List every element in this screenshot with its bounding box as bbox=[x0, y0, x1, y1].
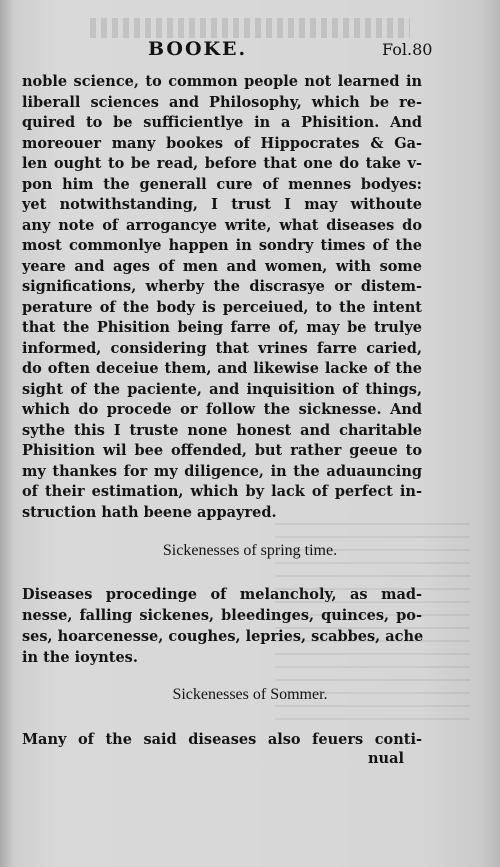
running-head bbox=[0, 38, 500, 68]
text-line: len ought to be read, before that one do take v- bbox=[22, 155, 422, 172]
text-line: yet notwithstanding, I trust I may withoute bbox=[22, 196, 422, 213]
text-line: of their estimation, which by lack of perfect in- bbox=[22, 483, 422, 500]
main-paragraph bbox=[22, 72, 422, 523]
text-line: struction hath beene appayred. bbox=[22, 503, 277, 521]
text-line: quired to be sufficientlye in a Phisition. And bbox=[22, 114, 422, 131]
show-through-text bbox=[90, 18, 410, 38]
text-line: Diseases procedinge of melancholy, as mad- bbox=[22, 586, 422, 603]
text-line: perature of the body is perceiued, to the intent bbox=[22, 298, 422, 316]
text-line: Phisition wil bee offended, but rather geeue to bbox=[22, 442, 422, 459]
text-line: noble science, to common people not learned in bbox=[22, 73, 422, 90]
text-line: yeare and ages of men and women, with some bbox=[22, 257, 422, 275]
text-line: ses, hoarcenesse, coughes, lepries, scabbes, ache bbox=[22, 628, 424, 645]
text-line: in the ioyntes. bbox=[22, 649, 138, 666]
text-line: moreouer many bookes of Hippocrates & Ga- bbox=[22, 134, 422, 152]
text-line: any note of arrogancye write, what diseases do bbox=[22, 216, 422, 234]
text-line: sight of the paciente, and inquisition of things, bbox=[22, 380, 422, 398]
text-line: sythe this I truste none honest and charitable bbox=[22, 421, 422, 439]
folio-number: Fol.80 bbox=[382, 40, 433, 59]
section-text-summer bbox=[22, 729, 422, 750]
text-line: significations, wherby the discrasye or distem- bbox=[22, 278, 422, 295]
section-heading-summer: Sickenesses of Sommer. bbox=[172, 686, 328, 703]
text-line: do often deceiue them, and likewise lacke of the bbox=[22, 360, 422, 377]
section-heading-spring: Sickenesses of spring time. bbox=[162, 542, 338, 559]
text-line: my thankes for my diligence, in the aduauncing bbox=[22, 462, 422, 480]
text-line: most commonlye happen in sondry times of the bbox=[22, 237, 422, 254]
text-line: that the Phisition being farre of, may be trulye bbox=[22, 319, 422, 336]
text-line: pon him the generall cure of mennes bodyes: bbox=[22, 175, 422, 193]
text-line: informed, considering that vrines farre caried, bbox=[22, 339, 422, 357]
text-line: liberall sciences and Philosophy, which be re- bbox=[22, 93, 422, 111]
text-line: Many of the said diseases also feuers conti- bbox=[22, 731, 422, 748]
running-title: BOOKE. bbox=[148, 38, 248, 60]
text-line: which do procede or follow the sicknesse. And bbox=[22, 401, 422, 418]
catchword: nual bbox=[368, 750, 404, 767]
section-text-spring bbox=[22, 584, 422, 668]
text-line: nesse, falling sickenes, bleedinges, quinces, po- bbox=[22, 607, 422, 624]
